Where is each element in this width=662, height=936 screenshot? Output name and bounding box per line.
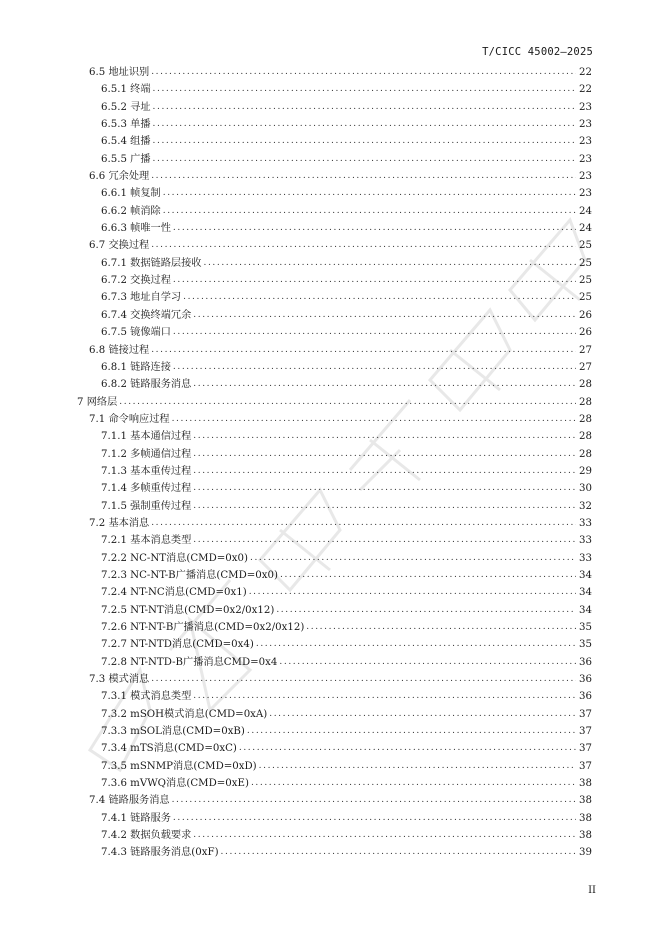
toc-section-title: NC-NT消息(CMD=0x0) [130, 552, 248, 564]
toc-section-title: 地址自学习 [130, 292, 182, 304]
toc-entry[interactable] [77, 376, 592, 393]
toc-page-number: 22 [579, 67, 592, 78]
toc-entry[interactable] [77, 758, 592, 775]
toc-dot-leader [153, 99, 576, 116]
toc-entry[interactable] [77, 463, 592, 480]
toc-entry[interactable] [77, 324, 592, 341]
toc-section-number: 7.4.3 [101, 847, 127, 859]
toc-dot-leader [173, 324, 576, 341]
toc-dot-leader [153, 133, 576, 150]
toc-entry[interactable] [77, 185, 592, 202]
toc-entry-title [101, 532, 191, 549]
toc-section-number: 6.7.3 [101, 292, 127, 304]
toc-entry[interactable] [77, 550, 592, 567]
toc-page-number: 37 [579, 760, 592, 772]
toc-entry[interactable] [77, 775, 592, 792]
toc-entry-title [101, 446, 191, 463]
toc-section-title: 帧复制 [130, 188, 161, 200]
toc-section-number: 7.2.8 [101, 656, 127, 668]
toc-section-number: 6.7.5 [101, 327, 127, 339]
toc-entry-title [101, 706, 267, 723]
toc-entry[interactable] [77, 203, 592, 220]
toc-entry[interactable] [77, 272, 592, 289]
toc-dot-leader [193, 428, 576, 445]
toc-section-number: 7.1.2 [101, 448, 127, 460]
toc-dot-leader [249, 584, 576, 601]
toc-page-number: 26 [579, 309, 592, 321]
toc-section-number: 7.3 [89, 674, 106, 686]
toc-section-title: 链路服务 [130, 812, 171, 824]
toc-section-title: 模式消息 [108, 674, 150, 686]
toc-page-number: 27 [579, 344, 592, 356]
toc-dot-leader [221, 844, 576, 861]
toc-section-number: 6.5.5 [101, 153, 127, 165]
toc-entry[interactable] [77, 792, 592, 809]
toc-dot-leader [172, 792, 576, 809]
toc-section-number: 7.2.6 [101, 622, 127, 633]
toc-page-number: 33 [579, 535, 592, 547]
toc-section-number: 7.2.3 [101, 569, 127, 581]
toc-entry-title [101, 740, 237, 757]
page-number-footer: II [588, 885, 596, 896]
toc-entry-title [101, 81, 151, 98]
toc-entry-title [101, 307, 191, 324]
toc-section-title: 命令响应过程 [108, 413, 170, 425]
toc-section-number: 6.7.1 [101, 257, 127, 269]
toc-entry[interactable] [77, 654, 592, 671]
toc-entry-title [101, 827, 191, 844]
toc-section-title: NC-NT-B广播消息(CMD=0x0) [130, 569, 278, 581]
toc-dot-leader [173, 220, 576, 237]
toc-entry[interactable] [77, 99, 592, 116]
toc-entry-title [101, 428, 191, 445]
toc-section-title: 多帧通信过程 [130, 448, 192, 460]
toc-section-title: 网络层 [86, 396, 118, 408]
toc-section-number: 7.3.3 [101, 726, 127, 738]
toc-dot-leader [151, 168, 576, 185]
toc-entry[interactable] [77, 810, 592, 827]
toc-section-number: 6.6.3 [101, 223, 127, 235]
toc-dot-leader [153, 116, 576, 133]
toc-section-title: 基本消息类型 [130, 535, 192, 547]
toc-entry-title [101, 480, 191, 497]
toc-section-number: 6.7.4 [101, 309, 127, 321]
toc-page-number: 34 [579, 587, 592, 599]
toc-page-number: 28 [579, 431, 592, 443]
toc-section-number: 6.5.4 [101, 136, 127, 148]
toc-entry[interactable] [77, 342, 592, 359]
toc-page-number: 25 [579, 257, 592, 269]
toc-section-title: 链路服务消息(0xF) [130, 847, 219, 859]
toc-dot-leader [151, 64, 576, 81]
toc-entry-title [101, 758, 257, 775]
toc-section-title: 交换过程 [108, 240, 150, 252]
toc-entry-title [101, 185, 161, 202]
toc-entry-title [101, 567, 278, 584]
toc-page-number: 38 [579, 778, 592, 790]
toc-section-title: NT-NT-B广播消息(CMD=0x2/0x12) [130, 622, 305, 633]
toc-section-number: 6.8 [89, 344, 106, 356]
toc-page-number: 28 [579, 396, 592, 408]
toc-page-number: 28 [579, 379, 592, 391]
toc-section-title: 基本通信过程 [130, 431, 192, 443]
toc-section-title: NT-NC消息(CMD=0x1) [130, 587, 247, 599]
toc-page-number: 36 [579, 674, 592, 686]
toc-entry-title [89, 671, 149, 688]
toc-entry-title [89, 64, 149, 81]
toc-dot-leader [306, 619, 576, 636]
toc-page-number: 23 [579, 101, 592, 113]
toc-entry-title [101, 550, 248, 567]
toc-entry-title [101, 619, 304, 636]
toc-page-number: 32 [579, 500, 592, 512]
toc-section-title: 帧唯一性 [130, 223, 171, 235]
toc-section-number: 6.5.1 [101, 84, 127, 96]
toc-entry-title [89, 342, 149, 359]
toc-entry-title [101, 775, 249, 792]
toc-section-number: 6.8.1 [101, 361, 127, 373]
toc-section-title: NT-NTD-B广播消息CMD=0x4 [130, 656, 278, 668]
toc-page-number: 33 [579, 517, 592, 529]
toc-entry-title [101, 810, 171, 827]
toc-section-number: 7.2.2 [101, 552, 127, 564]
toc-entry-title [101, 255, 201, 272]
toc-entry-title [101, 463, 191, 480]
toc-section-title: 单播 [130, 119, 151, 131]
toc-page-number: 26 [579, 327, 592, 339]
toc-section-title: 强制重传过程 [130, 500, 192, 512]
toc-section-number: 7.2.1 [101, 535, 127, 547]
toc-entry-title [101, 723, 245, 740]
toc-entry[interactable] [77, 237, 592, 254]
toc-entry-title [101, 602, 274, 619]
toc-entry-title [101, 636, 254, 653]
toc-page-number: 25 [579, 240, 592, 252]
toc-entry[interactable] [77, 706, 592, 723]
toc-section-number: 6.5.2 [101, 101, 127, 113]
toc-entry[interactable] [77, 671, 592, 688]
toc-section-number: 7.2.4 [101, 587, 127, 599]
toc-section-number: 7.3.6 [101, 778, 127, 790]
toc-section-title: mTS消息(CMD=0xC) [130, 743, 237, 755]
toc-page-number: 34 [579, 604, 592, 616]
toc-section-number: 7.4.1 [101, 812, 127, 824]
toc-dot-leader [173, 359, 576, 376]
toc-page-number: 24 [579, 205, 592, 217]
toc-section-number: 7.1.3 [101, 465, 127, 477]
toc-dot-leader [173, 272, 576, 289]
toc-section-title: 交换终端冗余 [130, 309, 192, 321]
toc-dot-leader [250, 550, 576, 567]
toc-entry[interactable] [77, 498, 592, 515]
toc-entry-title [101, 116, 151, 133]
toc-entry-title [89, 168, 149, 185]
toc-page-number: 24 [579, 223, 592, 235]
toc-page-number: 27 [579, 361, 592, 373]
toc-section-title: mVWQ消息(CMD=0xE) [130, 778, 249, 790]
toc-entry[interactable] [77, 567, 592, 584]
toc-entry-title [101, 376, 191, 393]
toc-dot-leader [119, 394, 576, 411]
toc-entry-title [101, 99, 151, 116]
toc-page-number: 39 [579, 847, 592, 859]
toc-section-title: 终端 [130, 84, 151, 96]
toc-entry[interactable] [77, 619, 592, 636]
toc-dot-leader [259, 758, 576, 775]
toc-page-number: 23 [579, 188, 592, 200]
toc-page-number: 23 [579, 153, 592, 165]
toc-section-title: 链接过程 [108, 344, 150, 356]
toc-page-number: 22 [579, 84, 592, 96]
toc-page-number: 36 [579, 656, 592, 668]
toc-entry[interactable] [77, 480, 592, 497]
toc-entry[interactable] [77, 446, 592, 463]
toc-entry[interactable] [77, 151, 592, 168]
toc-page-number: 28 [579, 413, 592, 425]
toc-section-number: 6.6 [89, 171, 106, 183]
toc-section-title: 交换过程 [130, 275, 171, 287]
toc-dot-leader [163, 185, 576, 202]
toc-dot-leader [163, 203, 576, 220]
toc-page-number: 34 [579, 569, 592, 581]
toc-entry-title [89, 792, 170, 809]
toc-section-title: 链路连接 [130, 361, 171, 373]
toc-section-number: 6.5 [89, 67, 106, 78]
toc-section-title: 多帧重传过程 [130, 483, 192, 495]
toc-section-title: 链路服务消息 [130, 379, 192, 391]
toc-entry[interactable] [77, 428, 592, 445]
toc-entry[interactable] [77, 827, 592, 844]
toc-section-number: 7.2.5 [101, 604, 127, 616]
toc-dot-leader [173, 810, 576, 827]
toc-section-number: 7.1.4 [101, 483, 127, 495]
toc-dot-leader [151, 342, 576, 359]
toc-entry-title [101, 359, 171, 376]
toc-entry-title [101, 688, 191, 705]
toc-section-number: 6.7.2 [101, 275, 127, 287]
toc-entry-title [101, 272, 171, 289]
toc-entry[interactable] [77, 289, 592, 306]
toc-page-number: 37 [579, 726, 592, 738]
toc-entry[interactable] [77, 584, 592, 601]
toc-section-title: 广播 [130, 153, 151, 165]
table-of-contents [77, 64, 592, 862]
toc-entry-title [101, 844, 219, 861]
toc-entry[interactable] [77, 168, 592, 185]
toc-page-number: 23 [579, 136, 592, 148]
toc-entry-title [89, 237, 149, 254]
toc-entry-title [89, 515, 149, 532]
toc-dot-leader [256, 636, 576, 653]
toc-entry-title [101, 151, 151, 168]
toc-section-title: 冗余处理 [108, 171, 150, 183]
toc-section-title: 模式消息类型 [130, 691, 192, 703]
toc-page-number: 37 [579, 708, 592, 720]
toc-dot-leader [280, 567, 576, 584]
toc-entry[interactable] [77, 723, 592, 740]
toc-dot-leader [269, 706, 576, 723]
toc-section-title: 数据链路层接收 [130, 257, 202, 269]
toc-dot-leader [193, 480, 576, 497]
toc-page-number: 30 [579, 483, 592, 495]
toc-section-number: 7.4 [89, 795, 106, 807]
toc-page-number: 38 [579, 795, 592, 807]
toc-dot-leader [183, 289, 576, 306]
toc-entry[interactable] [77, 602, 592, 619]
toc-section-number: 7.1.1 [101, 431, 127, 443]
document-number-header: T/CICC 45002—2025 [482, 46, 593, 58]
toc-section-number: 7.1.5 [101, 500, 127, 512]
toc-entry[interactable] [77, 411, 592, 428]
toc-dot-leader [153, 81, 576, 98]
toc-entry[interactable] [77, 255, 592, 272]
toc-section-title: 寻址 [130, 101, 151, 113]
toc-dot-leader [153, 151, 576, 168]
toc-section-title: 数据负载要求 [130, 830, 192, 842]
toc-entry[interactable] [77, 220, 592, 237]
toc-entry-title [101, 220, 171, 237]
toc-entry-title [89, 411, 170, 428]
toc-entry-title [101, 133, 151, 150]
toc-section-number: 6.6.2 [101, 205, 127, 217]
toc-dot-leader [193, 446, 576, 463]
toc-section-title: mSNMP消息(CMD=0xD) [130, 760, 257, 772]
toc-page-number: 28 [579, 448, 592, 460]
toc-page-number: 36 [579, 691, 592, 703]
toc-entry[interactable] [77, 740, 592, 757]
toc-section-title: mSOH模式消息(CMD=0xA) [130, 708, 268, 720]
toc-dot-leader [279, 654, 576, 671]
toc-entry[interactable] [77, 394, 592, 411]
toc-dot-leader [193, 463, 576, 480]
toc-entry[interactable] [77, 532, 592, 549]
toc-section-title: 镜像端口 [130, 327, 171, 339]
toc-entry-title [101, 654, 277, 671]
toc-dot-leader [203, 255, 576, 272]
toc-section-title: NT-NT消息(CMD=0x2/0x12) [130, 604, 275, 616]
toc-entry[interactable] [77, 307, 592, 324]
toc-dot-leader [193, 376, 576, 393]
toc-dot-leader [193, 532, 576, 549]
toc-page-number: 23 [579, 171, 592, 183]
toc-dot-leader [276, 602, 576, 619]
toc-page-number: 35 [579, 622, 592, 633]
toc-dot-leader [239, 740, 576, 757]
toc-section-title: 组播 [130, 136, 151, 148]
toc-entry[interactable] [77, 636, 592, 653]
toc-entry-title [101, 203, 161, 220]
toc-section-number: 6.5.3 [101, 119, 127, 131]
toc-section-number: 7.3.5 [101, 760, 127, 772]
toc-section-number: 7 [77, 396, 84, 408]
toc-section-title: mSOL消息(CMD=0xB) [130, 726, 245, 738]
toc-entry-title [101, 324, 171, 341]
toc-section-number: 6.6.1 [101, 188, 127, 200]
toc-section-number: 7.2.7 [101, 639, 127, 651]
toc-dot-leader [251, 775, 576, 792]
toc-entry[interactable] [77, 116, 592, 133]
toc-entry[interactable] [77, 133, 592, 150]
toc-section-number: 7.4.2 [101, 830, 127, 842]
toc-page-number: 38 [579, 830, 592, 842]
toc-entry[interactable] [77, 515, 592, 532]
toc-dot-leader [151, 515, 576, 532]
toc-section-number: 7.3.2 [101, 708, 127, 720]
toc-entry-title [101, 584, 247, 601]
toc-entry-title [101, 498, 191, 515]
toc-page-number: 35 [579, 639, 592, 651]
toc-section-number: 7.3.4 [101, 743, 127, 755]
toc-entry[interactable] [77, 81, 592, 98]
toc-dot-leader [193, 307, 576, 324]
toc-dot-leader [247, 723, 576, 740]
toc-section-number: 6.7 [89, 240, 106, 252]
toc-dot-leader [193, 498, 576, 515]
toc-page-number: 25 [579, 292, 592, 304]
toc-section-number: 7.1 [89, 413, 106, 425]
toc-section-number: 6.8.2 [101, 379, 127, 391]
toc-section-title: 帧消除 [130, 205, 161, 217]
toc-section-title: 基本消息 [108, 517, 150, 529]
toc-entry[interactable] [77, 844, 592, 861]
toc-dot-leader [193, 688, 576, 705]
toc-page-number: 25 [579, 275, 592, 287]
toc-entry[interactable] [77, 688, 592, 705]
toc-entry[interactable] [77, 64, 592, 81]
toc-section-number: 7.2 [89, 517, 106, 529]
toc-page-number: 38 [579, 812, 592, 824]
toc-section-number: 7.3.1 [101, 691, 127, 703]
toc-entry-title [77, 394, 117, 411]
toc-section-title: NT-NTD消息(CMD=0x4) [130, 639, 254, 651]
toc-page-number: 37 [579, 743, 592, 755]
toc-section-title: 链路服务消息 [108, 795, 170, 807]
toc-section-title: 地址识别 [108, 67, 150, 78]
toc-section-title: 基本重传过程 [130, 465, 192, 477]
toc-dot-leader [172, 411, 576, 428]
toc-page-number: 33 [579, 552, 592, 564]
toc-entry-title [101, 289, 181, 306]
toc-entry[interactable] [77, 359, 592, 376]
toc-page-number: 29 [579, 465, 592, 477]
toc-dot-leader [151, 671, 576, 688]
toc-page-number: 23 [579, 119, 592, 131]
toc-dot-leader [193, 827, 576, 844]
toc-dot-leader [151, 237, 576, 254]
